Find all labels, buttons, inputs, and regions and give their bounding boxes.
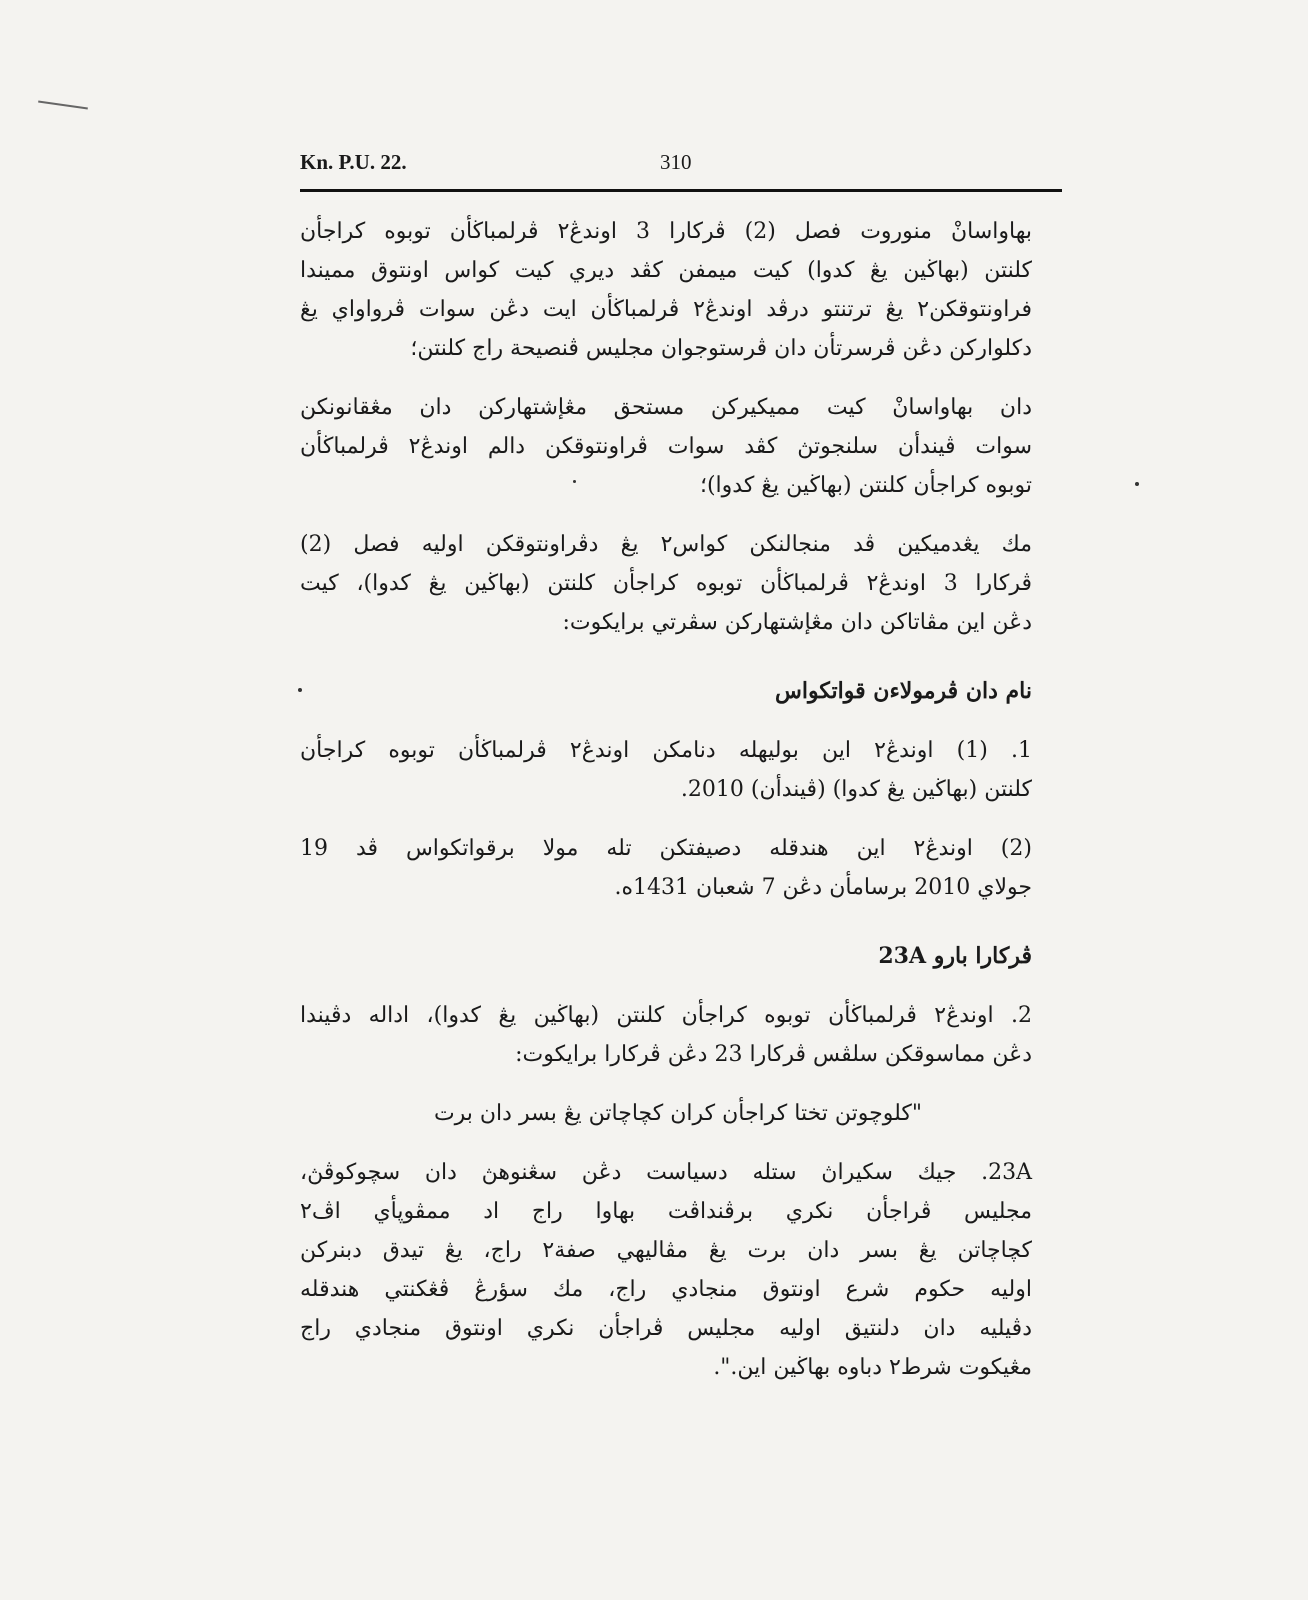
- text-line: دڠن اين مڤاتاكن دان مڠإشتهاركن سڤرتي برايكوت:: [562, 610, 1032, 635]
- text-line: كلنتن (بهاڬين يڠ كدوا) كيت ميمفن كڤد ديري كيت كواس اونتوق مميندا: [300, 258, 1032, 283]
- text-line: فراونتوقكن٢ يڠ ترتنتو درڤد اوندڠ٢ ڤرلمباڬأن ايت دڠن سوات ڤرواواي يڠ: [300, 297, 1032, 322]
- inserted-section-heading: [300, 1094, 1032, 1133]
- document-body: [300, 212, 1032, 1407]
- section-1-subsection-2: [300, 829, 1032, 907]
- text-line: 23A. جيك سكيراڽ ستله دسياست دڠن سڠنوهڽ دان سچوكوڤڽ،: [300, 1160, 1032, 1185]
- scan-speck: [298, 688, 302, 692]
- text-line: مڠيكوت شرط٢ دباوه بهاڬين اين.".: [713, 1355, 1032, 1380]
- text-line: بهاواسانْ منوروت فصل (2) ڤركارا 3 اوندڠ٢ ڤرلمباڬأن توبوه كراجأن: [300, 219, 1033, 244]
- header-rule: [300, 189, 1062, 192]
- text-line: توبوه كراجأن كلنتن (بهاڬين يڠ كدوا)؛: [699, 473, 1032, 498]
- page-number: 310: [660, 150, 692, 174]
- section-2-intro: [300, 996, 1032, 1074]
- text-line: اوليه حكوم شرع اونتوق منجادي راج، مك سؤرڠ ڤڠكنتي هندقله: [300, 1277, 1032, 1302]
- text-line: دان بهاواسانْ كيت مميكيركن مستحق مڠإشتهاركن دان مڠقانونكن: [300, 395, 1032, 420]
- text-line: 2. اوندڠ٢ ڤرلمباڬأن توبوه كراجأن كلنتن (بهاڬين يڠ كدوا)، اداله دڤيندا: [300, 1003, 1032, 1028]
- text-line: كچاچاتن يڠ بسر دان برت يڠ مڤاليهي صفة٢ راج، يڠ تيدق دبنركن: [300, 1238, 1032, 1263]
- text-line: جولاي 2010 برسامأن دڠن 7 شعبان 1431ه.: [614, 875, 1032, 900]
- scan-mark: [38, 101, 88, 110]
- inserted-section-23a: [300, 1153, 1032, 1387]
- text-line: دكلواركن دڠن ڤرسرتأن دان ڤرستوجوان مجليس ڤنصيحة راج كلنتن؛: [410, 336, 1032, 361]
- page-header: [300, 150, 1062, 190]
- preamble-paragraph-3: [300, 525, 1032, 642]
- section-heading-new-section: ڤركارا بارو 23A: [878, 943, 1032, 969]
- text-line: مجليس ڤراجأن نكري برڤنداڤت بهاوا راج اد ممڤوڽأي اڤ٢: [300, 1199, 1032, 1224]
- section-1-subsection-1: [300, 731, 1032, 809]
- preamble-paragraph-2: [300, 388, 1032, 505]
- gazette-reference: Kn. P.U. 22.: [300, 150, 407, 174]
- text-line: 1. (1) اوندڠ٢ اين بوليهله دنامكن اوندڠ٢ ڤرلمباڬأن توبوه كراجأن: [300, 738, 1032, 763]
- text-line: "كلوچوتن تختا كراجأن كران كچاچاتن يڠ بسر دان برت: [433, 1101, 922, 1126]
- text-line: مك يڠدميكين ڤد منجالنكن كواس٢ يڠ دڤراونتوقكن اوليه فصل (2): [300, 532, 1032, 557]
- section-heading-short-title: نام دان ڤرمولاءن قواتكواس: [775, 678, 1032, 704]
- text-line: (2) اوندڠ٢ اين هندقله دصيفتكن تله مولا برقواتكواس ڤد 19: [300, 836, 1032, 861]
- scan-speck: [573, 480, 576, 483]
- text-line: دڠن مماسوقكن سلڤس ڤركارا 23 دڠن ڤركارا برايكوت:: [515, 1042, 1032, 1067]
- text-line: ڤركارا 3 اوندڠ٢ ڤرلمباڬأن توبوه كراجأن كلنتن (بهاڬين يڠ كدوا)، كيت: [300, 571, 1033, 596]
- text-line: دڤيليه دان دلنتيق اوليه مجليس ڤراجأن نكري اونتوق منجادي راج: [300, 1316, 1032, 1341]
- preamble-paragraph-1: [300, 212, 1032, 368]
- text-line: كلنتن (بهاڬين يڠ كدوا) (ڤيندأن) 2010.: [680, 777, 1032, 802]
- scan-speck: [1135, 482, 1139, 486]
- text-line: سوات ڤيندأن سلنجوتڽ كڤد سوات ڤراونتوقكن دالم اوندڠ٢ ڤرلمباڬأن: [300, 434, 1033, 459]
